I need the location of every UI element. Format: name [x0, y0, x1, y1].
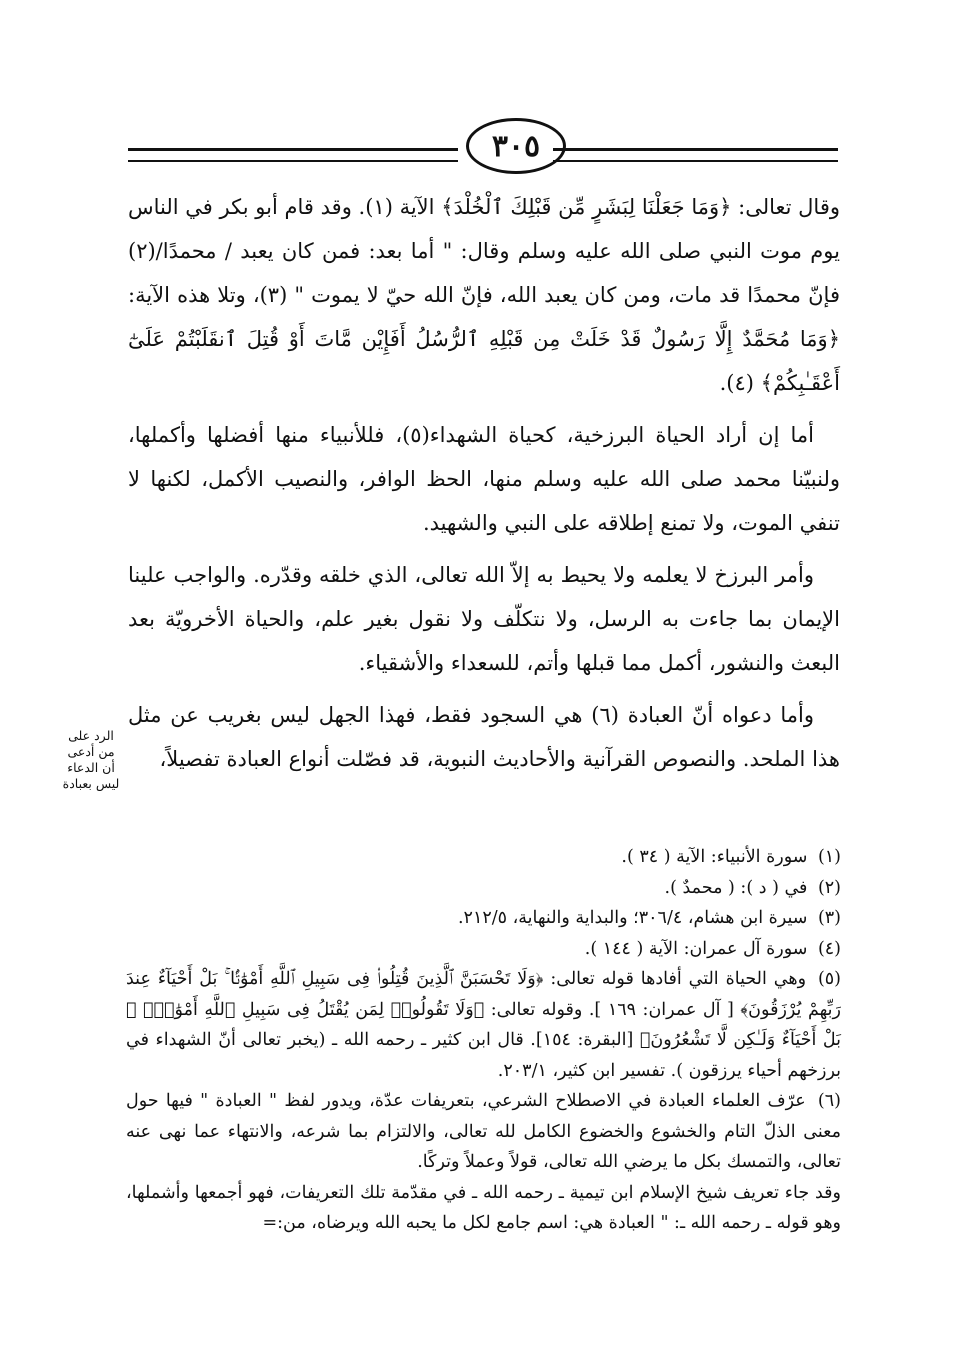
footnote — [126, 842, 841, 873]
footnote — [126, 964, 841, 1086]
footnote-number: (٦) — [817, 1091, 841, 1111]
footnote-number: (١) — [817, 847, 841, 867]
footnote-text: سورة آل عمران: الآية ( ١٤٤ ). — [584, 938, 808, 959]
footnote-number: (٢) — [817, 877, 841, 898]
footnote-number: (٥) — [817, 969, 841, 989]
footnote-continuation: وقد جاء تعريف شيخ الإسلام ابن تيمية ـ رحمه الله ـ في مقدّمة تلك التعريفات، فهو أجمعها وأشملها، وهو قوله ـ رحمه الله ـ: " العبادة هي: اسم جامع لكل ما يحبه الله ويرضاه، من:= — [126, 1182, 841, 1233]
page-number: ٣٠٥ — [466, 118, 566, 174]
footnote-text: سورة الأنبياء: الآية ( ٣٤ ). — [621, 847, 808, 867]
footnote-text: في ( د ): ( محمدٌ ). — [664, 877, 808, 898]
footnote — [126, 873, 841, 904]
header-rule-left — [128, 148, 458, 162]
footnote — [126, 903, 841, 934]
margin-note-line: من أدعى — [67, 744, 115, 759]
footnote-number: (٣) — [817, 908, 841, 928]
footnote-text: سيرة ابن هشام، ٣٠٦/٤؛ والبداية والنهاية، ٢١٢/٥. — [457, 908, 808, 928]
margin-note-line: الرد على — [68, 728, 114, 743]
main-text — [128, 185, 840, 781]
footnote — [126, 934, 841, 965]
footnote-number: (٤) — [817, 938, 841, 959]
page-header — [128, 112, 838, 184]
margin-note-line: ليس بعبادة — [62, 776, 120, 791]
paragraph: وقال تعالى: ﴿وَمَا جَعَلْنَا لِبَشَرٍ مِّن قَبْلِكَ ٱلْخُلْدَ﴾ الآية (١). وقد قام أبو بكر في الناس يوم موت النبي صلى الله عليه وسلم وقال: " أما بعد: فمن كان يعبد / محمدًا/(٢) فإنّ محمدًا قد مات، ومن كان يعبد الله، فإنّ الله حيّ لا يموت " (٣)، وتلا هذه الآية: ﴿وَمَا مُحَمَّدٌ إِلَّا رَسُولٌ قَدْ خَلَتْ مِن قَبْلِهِ ٱلرُّسُلُ أَفَإِيْن مَّاتَ أَوْ قُتِلَ ٱنقَلَبْتُمْ عَلَىٰٓ أَعْقَـٰبِكُمْ﴾ (٤). — [128, 195, 841, 395]
paragraph: وأمر البرزخ لا يعلمه ولا يحيط به إلاّ الله تعالى، الذي خلقه وقدّره. والواجب علينا الإيمان بما جاءت به الرسل، ولا نتكلّف ولا نقول بغير علم، والحياة الأخرويّة بعد البعث والنشور، أكمل مما قبلها وأتم، للسعداء والأشقياء. — [128, 563, 840, 675]
margin-note — [58, 728, 124, 792]
margin-note-line: أن الدعاء — [67, 760, 115, 775]
paragraph: أما إن أراد الحياة البرزخية، كحياة الشهداء(٥)، فللأنبياء منها أفضلها وأكملها، ولنبيّنا محمد صلى الله عليه وسلم منها، الحظ الوافر، والنصيب الأكمل، لكنها لا تنفي الموت، ولا تمنع إطلاقه على النبي والشهيد. — [128, 423, 840, 535]
footnote-text: وهي الحياة التي أفادها قوله تعالى: ﴿وَلَا تَحْسَبَنَّ ٱلَّذِينَ قُتِلُوا۟ فِى سَبِيلِ ٱللَّهِ أَمْوَٰتًۢا ۚ بَلْ أَحْيَآءٌ عِندَ رَبِّهِمْ يُرْزَقُونَ﴾ [ آل عمران: ١٦٩ ]. وقوله تعالى: ﴿وَلَا تَقُولُوا۟ لِمَن يُقْتَلُ فِى سَبِيلِ ٱللَّهِ أَمْوَٰتٌۢ ۚ بَلْ أَحْيَآءٌ وَلَـٰكِن لَّا تَشْعُرُونَ﴾ [البقرة: ١٥٤]. قال ابن كثير ـ رحمه الله ـ (يخبر تعالى أنّ الشهداء في برزخهم أحياء يرزقون ). تفسير ابن كثير، ٢٠٣/١. — [126, 969, 841, 1081]
paragraph: وأما دعواه أنّ العبادة (٦) هي السجود فقط، فهذا الجهل ليس بغريب عن مثل هذا الملحد. والنصوص القرآنية والأحاديث النبوية، قد فصّلت أنواع العبادة تفصيلاً، — [128, 703, 840, 771]
footnote — [126, 1086, 841, 1178]
footnote-text: عرّف العلماء العبادة في الاصطلاح الشرعي، بتعريفات عدّة، ويدور لفظ " العبادة " فيها حول معنى الذلّ التام والخشوع والخضوع الكامل لله تعالى، والالتزام بما شرعه، والانتهاء عما نهى عنه تعالى، والتمسك بكل ما يرضي الله تعالى، قولاً وعملاً وتركًا. — [126, 1091, 841, 1172]
footnotes — [126, 842, 841, 1239]
header-rule-right — [553, 148, 838, 162]
